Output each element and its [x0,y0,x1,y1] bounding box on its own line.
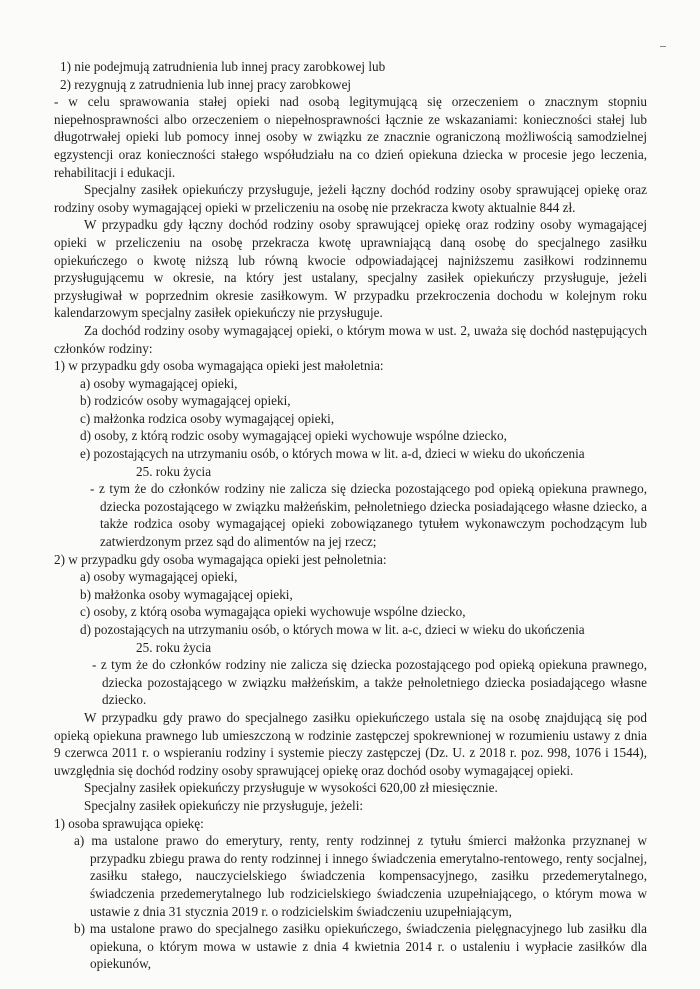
paragraph: W przypadku gdy prawo do specjalnego zasiłku opiekuńczego ustala się na osobę znajdującą się pod opieką opiekuna prawnego lub umieszczoną w rodzinie zastępczej spokrewnionej w rozumieniu ustawy z dnia 9 czerwca 2011 r. o wspieraniu rodziny i systemie pieczy zastępczej (Dz. U. z 2018 r. poz. 998, 1076 i 1544), uwzględnia się dochód rodziny osoby sprawującej opiekę oraz dochód osoby wymagającej opieki. [54,709,647,778]
paragraph: Specjalny zasiłek opiekuńczy nie przysługuje, jeżeli: [84,797,364,813]
list-item: d) pozostających na utrzymaniu osób, o których mowa w lit. a-c, dzieci w wieku do ukończenia [80,622,585,637]
paragraph: W przypadku gdy łączny dochód rodziny osoby sprawującej opiekę oraz rodziny osoby wymagającej opieki w przeliczeniu na osobę przekracza kwotę uprawniającą daną osobę do specjalnego zasiłku opiekuńczego o kwotę niższą lub równą kwocie odpowiadającej najniższemu zasiłkowi rodzinnemu przysługującemu w okresie, na który jest ustalany, specjalny zasiłek opiekuńczy przysługuje, jeżeli przysługiwał w poprzednim okresie zasiłkowym. W przypadku przekroczenia dochodu w kolejnym roku kalendarzowym specjalny zasiłek opiekuńczy nie przysługuje. [54,217,647,321]
paragraph: Specjalny zasiłek opiekuńczy przysługuje w wysokości 620,00 zł miesięcznie. [84,780,498,796]
margin-mark [660,46,666,47]
paragraph: 2) rezygnują z zatrudnienia lub innej pracy zarobkowej [60,76,352,92]
list-item: c) małżonka rodzica osoby wymagającej opieki, [80,410,335,426]
list-item: b) rodziców osoby wymagającej opieki, [80,393,291,409]
list-item: b) małżonka osoby wymagającej opieki, [80,586,293,602]
list-item-continuation: 25. roku życia [136,639,212,655]
list-item: d) osoby, z którą rodzic osoby wymagającej opieki wychowuje wspólne dziecko, [80,428,507,444]
paragraph: - z tym że do członków rodziny nie zalicza się dziecka pozostającego pod opieką opiekuna prawnego, dziecka pozostającego w związku małżeńskim, a także pełnoletniego dziecka posiadającego własne dziecko. [92,657,647,708]
document-body [54,58,647,973]
paragraph: 1) nie podejmują zatrudnienia lub innej pracy zarobkowej lub [60,59,386,74]
list-item: e) pozostających na utrzymaniu osób, o których mowa w lit. a-d, dzieci w wieku do ukończenia [80,446,585,462]
list-item: b) ma ustalone prawo do specjalnego zasiłku opiekuńczego, świadczenia pielęgnacyjnego lub zasiłku dla opiekuna, o którym mowa w ustawie z dnia 4 kwietnia 2014 r. o ustaleniu i wypłacie zasiłków dla opiekunów, [74,921,647,972]
paragraph: Za dochód rodziny osoby wymagającej opieki, o którym mowa w ust. 2, uważa się dochód następujących członków rodziny: [54,322,647,356]
list-item: a) osoby wymagającej opieki, [80,569,238,585]
list-item: 1) w przypadku gdy osoba wymagająca opieki jest małoletnia: [54,358,384,374]
list-item: a) ma ustalone prawo do emerytury, renty, renty rodzinnej z tytułu śmierci małżonka przyznanej w przypadku zbiegu prawa do renty rodzinnej i innego świadczenia emerytalno-rentowego, renty socjalnej, zasiłku stałego, nauczycielskiego świadczenia kompensacyjnego, zasiłku przedemerytalnego, świadczenia przedemerytalnego lub rodzicielskiego świadczenia uzupełniającego, o którym mowa w ustawie z dnia 31 stycznia 2019 r. o rodzicielskim świadczeniu uzupełniającym, [74,833,647,919]
list-item-continuation: 25. roku życia [136,463,212,479]
paragraph: - z tym że do członków rodziny nie zalicza się dziecka pozostającego pod opieką opiekuna prawnego, dziecka pozostającego w związku małżeńskim, pełnoletniego dziecka posiadającego własne dziecko, a także rodzica osoby wymagającej opieki zobowiązanego tytułem wykonawczym pochodzącym lub zatwierdzonym przez sąd do alimentów na jej rzecz; [90,481,647,550]
list-item: 2) w przypadku gdy osoba wymagająca opieki jest pełnoletnia: [54,551,387,567]
list-item: c) osoby, z którą osoba wymagająca opieki wychowuje wspólne dziecko, [80,604,466,620]
list-item: a) osoby wymagającej opieki, [80,375,238,391]
list-item: 1) osoba sprawująca opiekę: [54,815,204,831]
paragraph: Specjalny zasiłek opiekuńczy przysługuje, jeżeli łączny dochód rodziny osoby sprawującej opiekę oraz rodziny osoby wymagającej opieki w przeliczeniu na osobę nie przekracza kwoty aktualnie 844 zł. [54,182,647,215]
paragraph: - w celu sprawowania stałej opieki nad osobą legitymującą się orzeczeniem o znacznym stopniu niepełnosprawności albo orzeczeniem o niepełnosprawności łącznie ze wskazaniami: konieczności stałej lub długotrwałej opieki lub pomocy innej osoby w związku ze znacznie ograniczoną możliwością samodzielnej egzystencji oraz konieczności stałego współudziału na co dzień opiekuna dziecka w procesie jego leczenia, rehabilitacji i edukacji. [54,94,647,180]
